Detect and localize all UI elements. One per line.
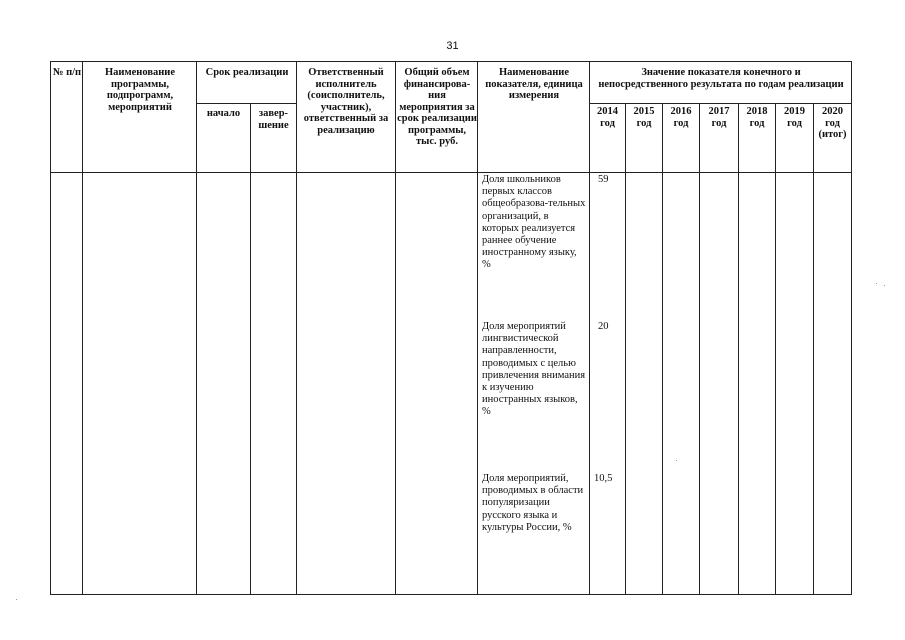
indicator-row-2: Доля мероприятий лингвистической направленности, проводимых с целью привлечения внимания к изучению иностранных языков, % xyxy=(482,321,586,418)
indicator-row-1: Доля школьников первых классов общеобразова-тельных организаций, в которых реализуется раннее обучение иностранному языку, % xyxy=(482,174,586,271)
header-year-2017: 2017 год xyxy=(708,106,730,129)
page-number: 31 xyxy=(446,40,459,52)
col-divider xyxy=(250,103,251,594)
header-year-2019: 2019 год xyxy=(784,106,805,129)
header-responsible: Ответственный исполнитель (соисполнитель, участник), ответственный за реализацию xyxy=(303,67,389,136)
header-year-2016: 2016 год xyxy=(670,106,692,129)
row-divider xyxy=(196,103,296,104)
header-indicator: Наименование показателя, единица измерения xyxy=(485,67,583,101)
header-year-2020: 2020 год (итог) xyxy=(818,106,847,140)
col-divider xyxy=(813,103,814,594)
value-2014-row-1: 59 xyxy=(598,174,609,185)
header-term-end: завер-шение xyxy=(258,108,289,131)
col-divider xyxy=(699,103,700,594)
col-divider xyxy=(775,103,776,594)
row-divider xyxy=(589,103,851,104)
indicator-row-3: Доля мероприятий, проводимых в области популяризации русского языка и культуры России, % xyxy=(482,473,584,533)
col-divider xyxy=(82,62,83,594)
scan-speck xyxy=(876,283,877,284)
header-term-start: начало xyxy=(206,108,241,119)
header-divider xyxy=(51,172,851,173)
header-num: № п/п xyxy=(52,67,82,78)
col-divider xyxy=(395,62,396,594)
header-results: Значение показателя конечного и непосредственного результата по годам реализации xyxy=(598,67,844,90)
header-year-2018: 2018 год xyxy=(746,106,768,129)
col-divider xyxy=(589,62,590,594)
col-divider xyxy=(625,103,626,594)
col-divider xyxy=(477,62,478,594)
scan-speck xyxy=(676,460,677,461)
scan-speck xyxy=(884,285,885,286)
header-term: Срок реализации xyxy=(205,67,289,78)
header-year-2015: 2015 год xyxy=(633,106,655,129)
program-table xyxy=(50,61,852,595)
col-divider xyxy=(196,62,197,594)
scan-speck xyxy=(16,599,17,600)
col-divider xyxy=(296,62,297,594)
value-2014-row-3: 10,5 xyxy=(594,473,613,484)
header-name: Наименование программы, подпрограмм, мероприятий xyxy=(105,67,175,113)
col-divider xyxy=(738,103,739,594)
value-2014-row-2: 20 xyxy=(598,321,609,332)
col-divider xyxy=(662,103,663,594)
header-year-2014: 2014 год xyxy=(597,106,618,129)
header-financing: Общий объем финансирова-ния мероприятия за срок реализации программы, тыс. руб. xyxy=(397,67,477,147)
